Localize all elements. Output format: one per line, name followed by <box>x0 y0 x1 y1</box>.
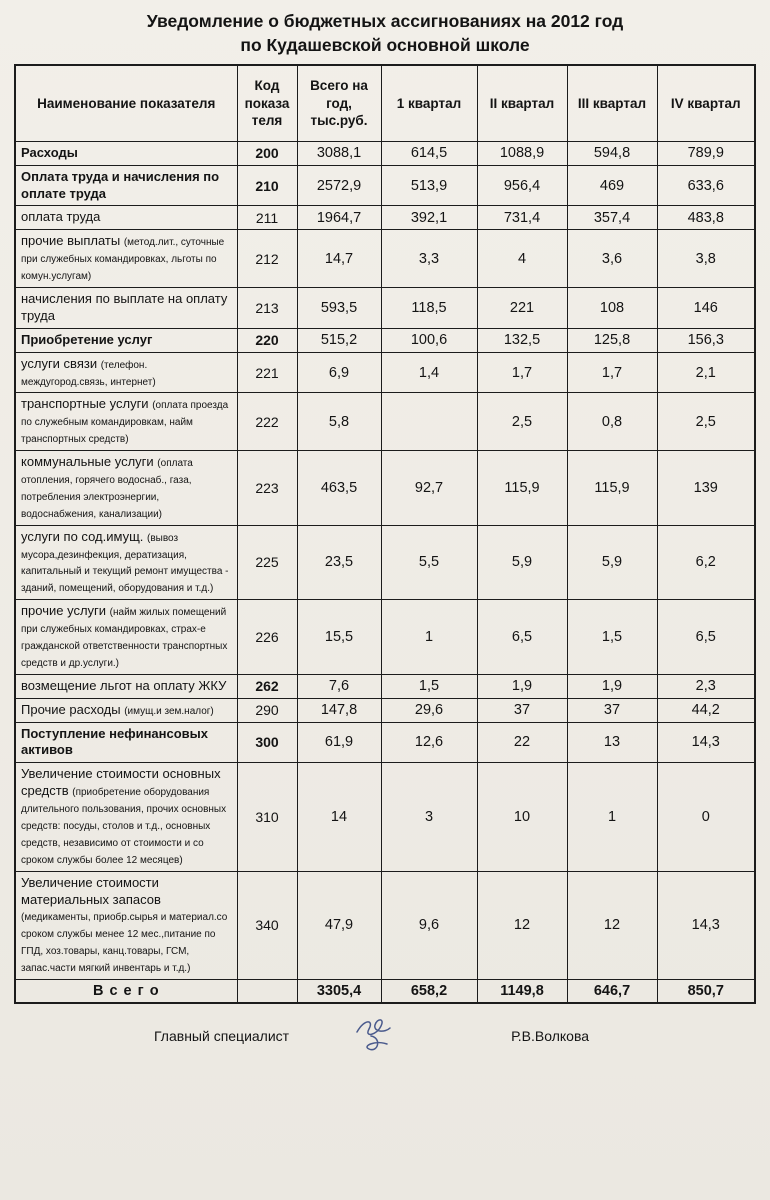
value-cell: 593,5 <box>297 287 381 328</box>
value-cell: 6,5 <box>477 600 567 675</box>
indicator-detail: (вывоз мусора,дезинфекция, дератизация, капитальный и текущий ремонт имущества - зданий, помещений, оборудования и т.д.) <box>21 532 229 595</box>
indicator-name: Увеличение стоимости основных средств <box>21 766 221 799</box>
value-cell: 37 <box>477 698 567 722</box>
indicator-detail: (приобретение оборудования длительного пользования, прочих основных средств: посуды, столов и т.д., основных средств, независимо от стоимости и со сроком службы более 12 месяцев) <box>21 787 227 866</box>
header-indicator-code: Код показателя <box>237 65 297 141</box>
table-row <box>15 206 755 230</box>
indicator-name: Приобретение услуг <box>21 331 153 347</box>
title-line-2: по Кудашевской основной школе <box>240 34 530 55</box>
value-cell: 731,4 <box>477 206 567 230</box>
value-cell: 115,9 <box>477 451 567 526</box>
value-cell: 483,8 <box>657 206 755 230</box>
value-cell: 1,4 <box>381 352 477 393</box>
value-cell: 12 <box>477 871 567 979</box>
table-row <box>15 287 755 328</box>
indicator-name: прочие услуги <box>21 603 107 619</box>
table-row <box>15 451 755 526</box>
value-cell: 3088,1 <box>297 141 381 165</box>
value-cell: 139 <box>657 451 755 526</box>
indicator-detail: (оплата отопления, горячего водоснаб., газа, потребления электроэнергии, водоснабжения, канализации) <box>21 458 193 520</box>
value-cell: 23,5 <box>297 525 381 600</box>
table-row <box>15 393 755 451</box>
value-cell: 956,4 <box>477 165 567 206</box>
header-quarter-4: IV квартал <box>657 65 755 141</box>
document-title <box>14 10 756 57</box>
value-cell: 2,1 <box>657 352 755 393</box>
value-cell: 1,9 <box>477 674 567 698</box>
table-row <box>15 722 755 763</box>
indicator-detail: (найм жилых помещений при служебных командировках, страх-е гражданской ответственности транспортных средств и др.услуги.) <box>21 607 228 669</box>
indicator-code: 226 <box>237 600 297 675</box>
table-row <box>15 525 755 600</box>
indicator-name-cell <box>15 141 237 165</box>
budget-table <box>14 64 756 1004</box>
value-cell: 6,2 <box>657 525 755 600</box>
header-year-total: Всего на год, тыс.руб. <box>297 65 381 141</box>
value-cell: 156,3 <box>657 328 755 352</box>
value-cell: 115,9 <box>567 451 657 526</box>
value-cell: 221 <box>477 287 567 328</box>
value-cell: 6,5 <box>657 600 755 675</box>
value-cell: 125,8 <box>567 328 657 352</box>
indicator-name-cell <box>15 287 237 328</box>
indicator-name-cell <box>15 763 237 871</box>
header-quarter-3: III квартал <box>567 65 657 141</box>
indicator-code: 262 <box>237 674 297 698</box>
table-body <box>15 141 755 979</box>
table-row <box>15 763 755 871</box>
value-cell: 14,3 <box>657 722 755 763</box>
indicator-name: Оплата труда и начисления по оплате труда <box>21 168 220 201</box>
value-cell: 61,9 <box>297 722 381 763</box>
value-cell: 633,6 <box>657 165 755 206</box>
total-q4-value: 850,7 <box>657 980 755 1004</box>
value-cell: 92,7 <box>381 451 477 526</box>
indicator-name-cell <box>15 230 237 288</box>
value-cell: 15,5 <box>297 600 381 675</box>
value-cell: 14,7 <box>297 230 381 288</box>
indicator-name: коммунальные услуги <box>21 454 154 470</box>
value-cell: 4 <box>477 230 567 288</box>
value-cell <box>381 393 477 451</box>
value-cell: 513,9 <box>381 165 477 206</box>
value-cell: 44,2 <box>657 698 755 722</box>
total-year-value: 3305,4 <box>297 980 381 1004</box>
value-cell: 1 <box>381 600 477 675</box>
indicator-name: услуги связи <box>21 355 98 371</box>
value-cell: 29,6 <box>381 698 477 722</box>
indicator-name-cell <box>15 722 237 763</box>
table-row <box>15 674 755 698</box>
total-code-cell <box>237 980 297 1004</box>
value-cell: 1,9 <box>567 674 657 698</box>
indicator-name: Поступление нефинансовых активов <box>21 725 208 758</box>
indicator-name-cell <box>15 328 237 352</box>
indicator-name: возмещение льгот на оплату ЖКУ <box>21 677 227 693</box>
indicator-code: 222 <box>237 393 297 451</box>
value-cell: 147,8 <box>297 698 381 722</box>
value-cell: 47,9 <box>297 871 381 979</box>
indicator-code: 211 <box>237 206 297 230</box>
indicator-detail: (оплата проезда по служебным командировкам, найм транспортных средств) <box>21 400 229 446</box>
indicator-code: 310 <box>237 763 297 871</box>
indicator-name: транспортные услуги <box>21 396 149 412</box>
value-cell: 1,7 <box>477 352 567 393</box>
value-cell: 3,8 <box>657 230 755 288</box>
value-cell: 1964,7 <box>297 206 381 230</box>
value-cell: 14,3 <box>657 871 755 979</box>
indicator-code: 210 <box>237 165 297 206</box>
header-indicator-name: Наименование показателя <box>15 65 237 141</box>
value-cell: 5,5 <box>381 525 477 600</box>
total-label: В с е г о <box>15 980 237 1004</box>
indicator-name: услуги по сод.имущ. <box>21 528 144 544</box>
indicator-name: оплата труда <box>21 209 101 225</box>
value-cell: 6,9 <box>297 352 381 393</box>
signature-name: Р.В.Волкова <box>511 1028 590 1045</box>
value-cell: 108 <box>567 287 657 328</box>
value-cell: 3,6 <box>567 230 657 288</box>
indicator-name-cell <box>15 698 237 722</box>
title-line-1: Уведомление о бюджетных ассигнованиях на 2012 год <box>146 11 624 31</box>
table-header-row <box>15 65 755 141</box>
indicator-name: Увеличение стоимости материальных запасов <box>21 874 161 907</box>
value-cell: 1,5 <box>567 600 657 675</box>
value-cell: 594,8 <box>567 141 657 165</box>
total-q2-value: 1149,8 <box>477 980 567 1004</box>
indicator-code: 300 <box>237 722 297 763</box>
table-row <box>15 141 755 165</box>
value-cell: 146 <box>657 287 755 328</box>
table-row <box>15 871 755 979</box>
value-cell: 13 <box>567 722 657 763</box>
indicator-name-cell <box>15 393 237 451</box>
value-cell: 3,3 <box>381 230 477 288</box>
indicator-name-cell <box>15 206 237 230</box>
value-cell: 2,5 <box>657 393 755 451</box>
indicator-name-cell <box>15 451 237 526</box>
value-cell: 7,6 <box>297 674 381 698</box>
header-quarter-2: II квартал <box>477 65 567 141</box>
total-q3-value: 646,7 <box>567 980 657 1004</box>
indicator-code: 212 <box>237 230 297 288</box>
table-row <box>15 698 755 722</box>
indicator-code: 340 <box>237 871 297 979</box>
value-cell: 132,5 <box>477 328 567 352</box>
value-cell: 37 <box>567 698 657 722</box>
indicator-name: начисления по выплате на оплату труда <box>21 290 228 323</box>
indicator-name-cell <box>15 165 237 206</box>
value-cell: 2,3 <box>657 674 755 698</box>
indicator-code: 223 <box>237 451 297 526</box>
value-cell: 789,9 <box>657 141 755 165</box>
value-cell: 0,8 <box>567 393 657 451</box>
value-cell: 1 <box>567 763 657 871</box>
indicator-code: 220 <box>237 328 297 352</box>
table-row <box>15 230 755 288</box>
value-cell: 100,6 <box>381 328 477 352</box>
total-row <box>15 980 755 1004</box>
value-cell: 1088,9 <box>477 141 567 165</box>
value-cell: 469 <box>567 165 657 206</box>
indicator-code: 213 <box>237 287 297 328</box>
indicator-name-cell <box>15 352 237 393</box>
table-row <box>15 165 755 206</box>
value-cell: 12 <box>567 871 657 979</box>
value-cell: 14 <box>297 763 381 871</box>
header-quarter-1: 1 квартал <box>381 65 477 141</box>
value-cell: 2572,9 <box>297 165 381 206</box>
indicator-name-cell <box>15 600 237 675</box>
indicator-detail: (телефон. междугород.связь, интернет) <box>21 359 156 388</box>
indicator-name-cell <box>15 871 237 979</box>
indicator-name: Прочие расходы <box>21 701 121 717</box>
value-cell: 614,5 <box>381 141 477 165</box>
value-cell: 118,5 <box>381 287 477 328</box>
value-cell: 22 <box>477 722 567 763</box>
indicator-name: прочие выплаты <box>21 233 121 249</box>
value-cell: 357,4 <box>567 206 657 230</box>
indicator-name-cell <box>15 674 237 698</box>
value-cell: 3 <box>381 763 477 871</box>
table-row <box>15 352 755 393</box>
value-cell: 10 <box>477 763 567 871</box>
value-cell: 5,9 <box>477 525 567 600</box>
signature-role: Главный специалист <box>154 1028 290 1045</box>
value-cell: 5,9 <box>567 525 657 600</box>
table-row <box>15 328 755 352</box>
signature-row <box>14 1016 756 1056</box>
table-row <box>15 600 755 675</box>
value-cell: 5,8 <box>297 393 381 451</box>
value-cell: 2,5 <box>477 393 567 451</box>
indicator-name: Расходы <box>21 144 78 160</box>
value-cell: 463,5 <box>297 451 381 526</box>
value-cell: 515,2 <box>297 328 381 352</box>
value-cell: 1,5 <box>381 674 477 698</box>
value-cell: 9,6 <box>381 871 477 979</box>
indicator-code: 290 <box>237 698 297 722</box>
indicator-name-cell <box>15 525 237 600</box>
indicator-detail: (имущ.и зем.налог) <box>124 705 214 717</box>
value-cell: 12,6 <box>381 722 477 763</box>
indicator-code: 225 <box>237 525 297 600</box>
signature-icon <box>349 1016 401 1056</box>
indicator-detail: (метод.лит., суточные при служебных командировках, льготы по комун.услугам) <box>21 237 225 283</box>
value-cell: 392,1 <box>381 206 477 230</box>
indicator-code: 221 <box>237 352 297 393</box>
value-cell: 1,7 <box>567 352 657 393</box>
indicator-code: 200 <box>237 141 297 165</box>
indicator-detail: (медикаменты, приобр.сырья и материал.со сроком службы менее 12 мес.,питание по ГПД, хоз.товары, канц.товары, ГСМ, запас.части мягкий инвентарь и т.д.) <box>21 912 228 975</box>
value-cell: 0 <box>657 763 755 871</box>
total-q1-value: 658,2 <box>381 980 477 1004</box>
